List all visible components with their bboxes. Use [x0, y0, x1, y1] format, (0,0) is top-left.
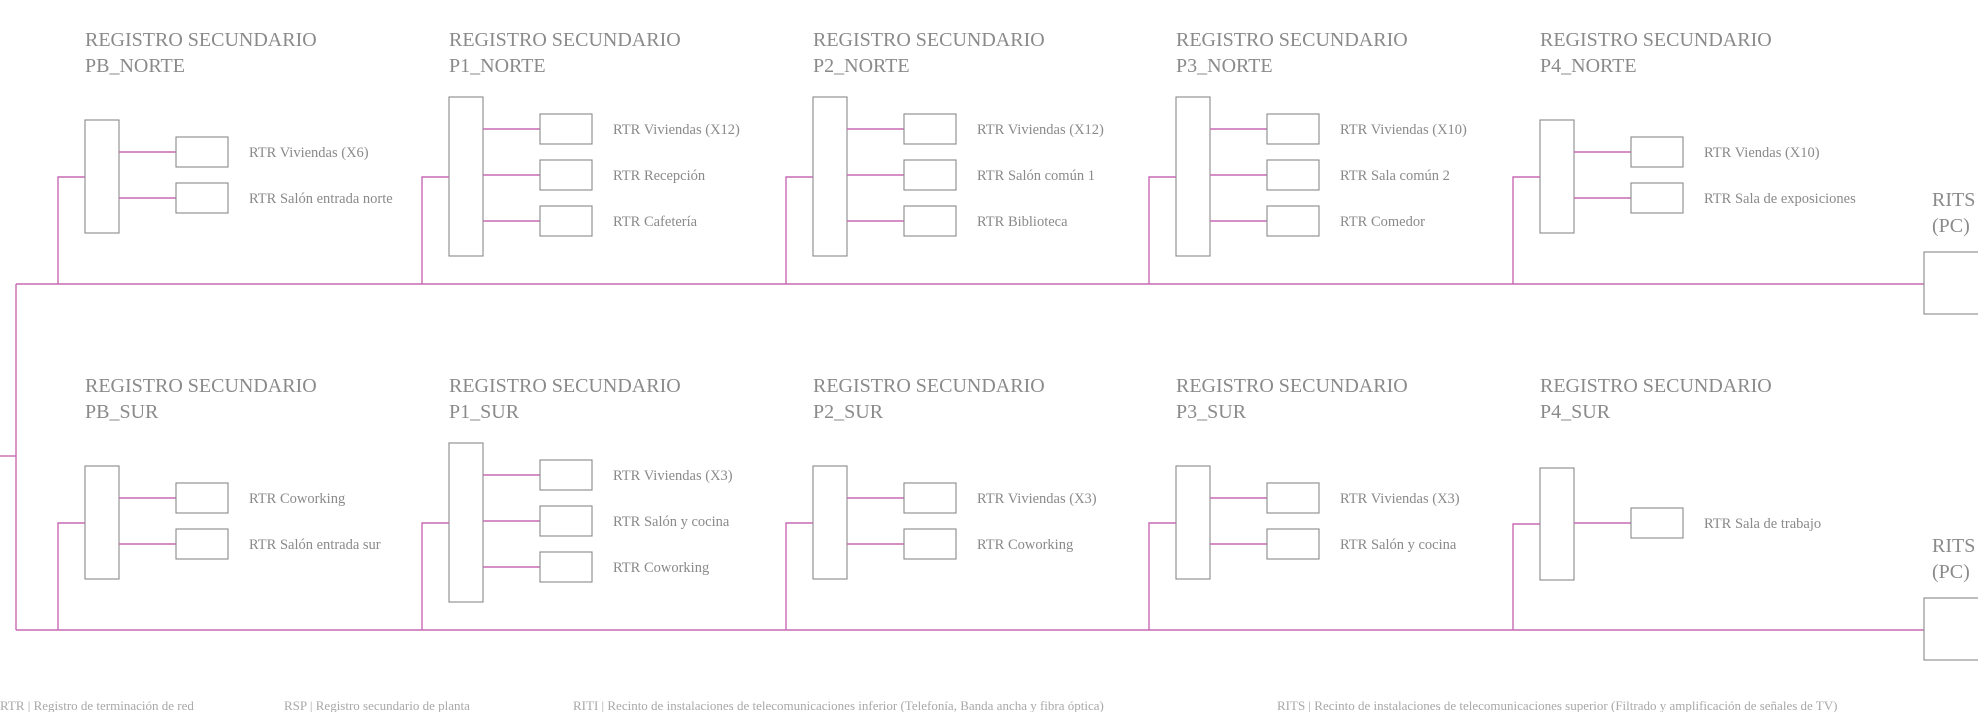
rtr-box-norte-4-1: [1631, 183, 1683, 213]
rtr-label-sur-0-1: RTR Salón entrada sur: [249, 537, 381, 553]
register-name-norte-3: P3_NORTE: [1176, 55, 1273, 77]
legend-item-1: RSP | Registro secundario de planta: [284, 698, 470, 712]
rtr-label-norte-4-1: RTR Sala de exposiciones: [1704, 191, 1856, 207]
drop-line-norte-1: [422, 177, 449, 284]
register-title-sur-4: REGISTRO SECUNDARIO: [1540, 375, 1772, 397]
register-name-norte-1: P1_NORTE: [449, 55, 546, 77]
register-title-sur-0: REGISTRO SECUNDARIO: [85, 375, 317, 397]
drop-line-sur-3: [1149, 523, 1176, 630]
rtr-label-sur-2-1: RTR Coworking: [977, 537, 1074, 553]
register-name-norte-2: P2_NORTE: [813, 55, 910, 77]
drop-line-sur-0: [58, 523, 85, 630]
drop-line-sur-2: [786, 523, 813, 630]
drop-line-norte-0: [58, 177, 85, 284]
register-title-norte-2: REGISTRO SECUNDARIO: [813, 29, 1045, 51]
rsp-box-sur-1: [449, 443, 483, 602]
register-title-norte-3: REGISTRO SECUNDARIO: [1176, 29, 1408, 51]
rits-label-norte: RITS: [1932, 189, 1976, 211]
rsp-box-norte-0: [85, 120, 119, 233]
register-title-norte-1: REGISTRO SECUNDARIO: [449, 29, 681, 51]
rtr-box-sur-2-1: [904, 529, 956, 559]
rsp-box-sur-4: [1540, 468, 1574, 580]
rtr-box-sur-0-1: [176, 529, 228, 559]
rtr-label-norte-2-0: RTR Viviendas (X12): [977, 122, 1104, 138]
rtr-label-norte-1-1: RTR Recepción: [613, 168, 706, 184]
rtr-box-norte-0-1: [176, 183, 228, 213]
rtr-box-norte-2-1: [904, 160, 956, 190]
rtr-label-norte-3-0: RTR Viviendas (X10): [1340, 122, 1467, 138]
rtr-box-sur-2-0: [904, 483, 956, 513]
rtr-box-norte-1-0: [540, 114, 592, 144]
rtr-label-sur-3-1: RTR Salón y cocina: [1340, 537, 1457, 553]
rtr-label-sur-1-2: RTR Coworking: [613, 560, 710, 576]
drop-line-norte-3: [1149, 177, 1176, 284]
register-title-norte-4: REGISTRO SECUNDARIO: [1540, 29, 1772, 51]
rtr-box-norte-0-0: [176, 137, 228, 167]
register-name-sur-4: P4_SUR: [1540, 401, 1611, 423]
rtr-box-sur-4-0: [1631, 508, 1683, 538]
register-name-norte-0: PB_NORTE: [85, 55, 185, 77]
rits-label-sur: RITS: [1932, 535, 1976, 557]
rsp-box-sur-2: [813, 466, 847, 579]
rsp-box-norte-4: [1540, 120, 1574, 233]
rtr-label-norte-2-2: RTR Biblioteca: [977, 214, 1068, 230]
rtr-box-sur-3-0: [1267, 483, 1319, 513]
rtr-box-sur-1-1: [540, 506, 592, 536]
legend-item-0: RTR | Registro de terminación de red: [0, 698, 194, 712]
rsp-box-sur-0: [85, 466, 119, 579]
rtr-label-norte-0-1: RTR Salón entrada norte: [249, 191, 393, 207]
rtr-label-norte-0-0: RTR Viviendas (X6): [249, 145, 369, 161]
rtr-box-norte-1-2: [540, 206, 592, 236]
register-name-sur-1: P1_SUR: [449, 401, 520, 423]
rtr-label-sur-4-0: RTR Sala de trabajo: [1704, 516, 1822, 532]
drop-line-sur-1: [422, 523, 449, 630]
legend-item-2: RITI | Recinto de instalaciones de telecomunicaciones inferior (Telefonía, Banda ancha y fibra óptica): [573, 698, 1104, 712]
rsp-box-norte-3: [1176, 97, 1210, 256]
drop-line-sur-4: [1513, 524, 1540, 630]
rtr-box-sur-0-0: [176, 483, 228, 513]
register-name-norte-4: P4_NORTE: [1540, 55, 1637, 77]
rtr-box-sur-1-2: [540, 552, 592, 582]
rits-sublabel-norte: (PC): [1932, 215, 1970, 237]
register-title-sur-1: REGISTRO SECUNDARIO: [449, 375, 681, 397]
rsp-box-sur-3: [1176, 466, 1210, 579]
rtr-box-norte-2-0: [904, 114, 956, 144]
rsp-box-norte-1: [449, 97, 483, 256]
rtr-box-sur-1-0: [540, 460, 592, 490]
rtr-box-norte-3-1: [1267, 160, 1319, 190]
rtr-box-norte-3-0: [1267, 114, 1319, 144]
register-name-sur-0: PB_SUR: [85, 401, 159, 423]
register-name-sur-3: P3_SUR: [1176, 401, 1247, 423]
rtr-label-sur-0-0: RTR Coworking: [249, 491, 346, 507]
legend-item-3: RITS | Recinto de instalaciones de telecomunicaciones superior (Filtrado y amplificación de señales de TV): [1277, 698, 1838, 712]
rtr-label-norte-3-2: RTR Comedor: [1340, 214, 1425, 230]
rsp-box-norte-2: [813, 97, 847, 256]
rtr-box-norte-1-1: [540, 160, 592, 190]
rtr-label-norte-4-0: RTR Viendas (X10): [1704, 145, 1820, 161]
rtr-box-norte-2-2: [904, 206, 956, 236]
rtr-label-norte-3-1: RTR Sala común 2: [1340, 168, 1450, 184]
rits-sublabel-sur: (PC): [1932, 561, 1970, 583]
rtr-box-norte-3-2: [1267, 206, 1319, 236]
register-title-sur-3: REGISTRO SECUNDARIO: [1176, 375, 1408, 397]
register-name-sur-2: P2_SUR: [813, 401, 884, 423]
rtr-label-sur-1-0: RTR Viviendas (X3): [613, 468, 733, 484]
drop-line-norte-4: [1513, 177, 1540, 284]
rtr-box-norte-4-0: [1631, 137, 1683, 167]
register-title-norte-0: REGISTRO SECUNDARIO: [85, 29, 317, 51]
rtr-label-norte-2-1: RTR Salón común 1: [977, 168, 1095, 184]
rtr-label-sur-2-0: RTR Viviendas (X3): [977, 491, 1097, 507]
rits-box-norte: [1924, 252, 1978, 314]
rits-box-sur: [1924, 598, 1978, 660]
rtr-label-sur-1-1: RTR Salón y cocina: [613, 514, 730, 530]
drop-line-norte-2: [786, 177, 813, 284]
rtr-label-norte-1-0: RTR Viviendas (X12): [613, 122, 740, 138]
rtr-label-norte-1-2: RTR Cafetería: [613, 214, 698, 230]
register-title-sur-2: REGISTRO SECUNDARIO: [813, 375, 1045, 397]
rtr-label-sur-3-0: RTR Viviendas (X3): [1340, 491, 1460, 507]
rtr-box-sur-3-1: [1267, 529, 1319, 559]
